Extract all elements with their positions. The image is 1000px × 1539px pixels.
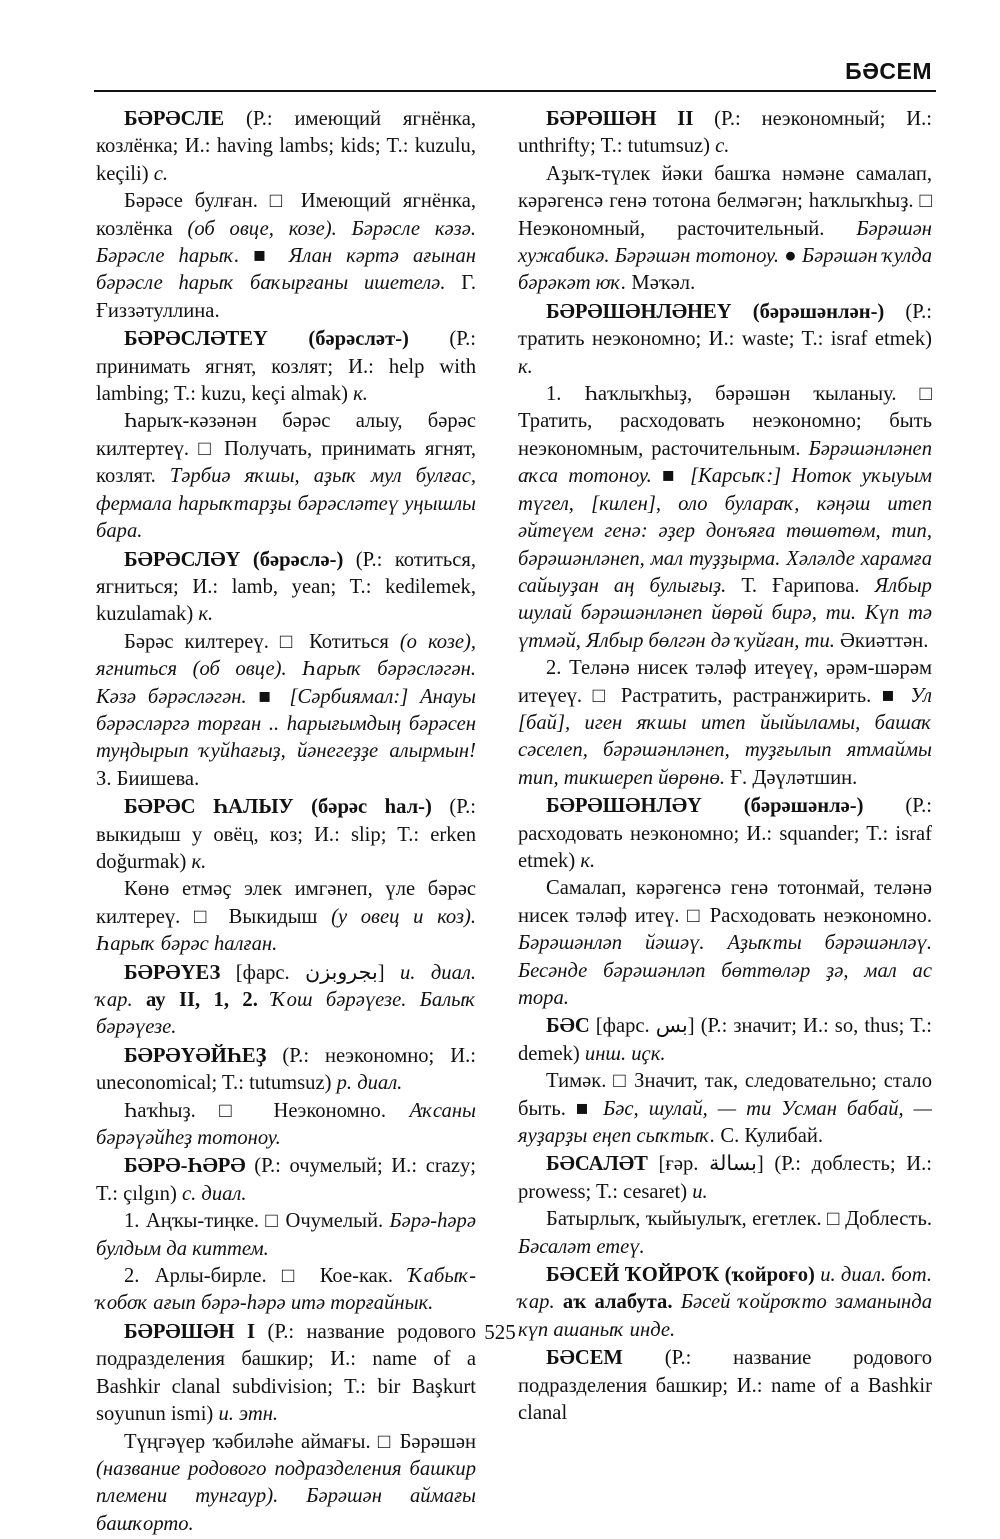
- sense-example: Бәрә-һәрә булдым да киттем.: [96, 1210, 476, 1260]
- entry-headword: БӘРӘСЛӘҮ (бәрәслә-): [124, 548, 344, 571]
- entry-headword: БӘСЕМ: [546, 1347, 623, 1370]
- sense-example: Бәрәшәнләп йәшәү. Аҙыҡты бәрәшәнләү. Бесәнде бәрәшәнләп бөттөләр ҙә, мал ас тора.: [518, 932, 932, 1009]
- dictionary-entry: [96, 960, 476, 1042]
- entry-part-of-speech: р. диал.: [336, 1072, 403, 1095]
- entry-part-of-speech: к.: [198, 603, 214, 626]
- entry-part-of-speech: к.: [353, 383, 368, 406]
- dictionary-entry: [96, 106, 476, 325]
- entry-headword: БӘРӘШӘНЛӘНЕҮ (бәрәшәнлән-): [546, 300, 885, 323]
- entry-part-of-speech: к.: [518, 355, 533, 378]
- sense-source: Г. Ғиззәтуллина.: [96, 272, 476, 322]
- sense-example: Аҡсаны бәрәүәйһеҙ тотоноу.: [96, 1099, 476, 1150]
- entry-sense: [96, 1429, 476, 1539]
- sense-source: С. Кулибай.: [715, 1125, 824, 1148]
- sense-example: Ялбыр шулай бәрәшәнләнеп йөрөй бирә, ти. Күп тә үтмәй, Ялбыр бөлгән дә ҡуйған, ти.: [518, 574, 932, 652]
- entry-sense: [96, 408, 476, 545]
- entry-sense: [96, 876, 476, 958]
- entry-part-of-speech: с.: [715, 135, 730, 158]
- sense-text: Батырлыҡ, ҡыйыулыҡ, егетлек. □ Доблесть.: [546, 1208, 932, 1231]
- entry-headword: БӘРӘС ҺАЛЫУ (бәрәс һал-): [124, 796, 432, 819]
- entry-cross-reference: ау II, 1, 2.: [132, 989, 258, 1011]
- entry-gloss: [фарс. بجروبزن]: [220, 961, 400, 984]
- entry-headword: БӘРӘСЛӘТЕҮ (бәрәсләт-): [124, 328, 409, 351]
- dictionary-entry: [96, 1153, 476, 1317]
- entry-sense: [518, 381, 932, 655]
- sense-text: Бәрәсе булған. □ Имеющий ягнёнка, козлёнка: [96, 190, 476, 240]
- entry-part-of-speech: к.: [191, 850, 207, 873]
- entry-headword: БӘСАЛӘТ: [546, 1153, 648, 1176]
- sense-text: 2. Теләнә нисек тәләф итеүеү, әрәм-шәрәм итеүеү. □ Растратить, растранжирить.: [518, 657, 932, 707]
- entry-gloss: (Р.: котиться, ягниться; И.: lamb, yean; T.: kedilemek, kuzulamak): [96, 548, 476, 626]
- entry-sense: [518, 161, 932, 298]
- entry-sense: [518, 1068, 932, 1150]
- sense-text: Көнө етмәҫ элек имгәнеп, үле бәрәс килтереү. □ Выкидыш: [96, 878, 476, 928]
- entry-gloss: (Р.: расходовать неэкономно; И.: squander; T.: israf etmek): [518, 795, 932, 872]
- dictionary-entry: [96, 1319, 476, 1538]
- entry-sense: [96, 629, 476, 793]
- entry-part-of-speech: и.: [692, 1180, 708, 1203]
- sense-source: Ғ. Дәүләтшин.: [724, 766, 858, 789]
- dictionary-entry: [96, 794, 476, 958]
- sense-example: (о козе), ягниться (об овце). Һарыҡ бәрәсләгән. Кәзә бәрәсләгән. ■ [Сәрбиямал:] Анауы бәрәсләргә торған .. һарығымдың бәрәсен туңдырып ҡуйһағыҙ, йәнегеҙҙе алырмын!: [96, 630, 476, 763]
- sense-text: Түңгәүер ҡәбиләһе аймағы. □ Бәрәшән: [124, 1430, 476, 1453]
- entry-sense: [518, 1206, 932, 1261]
- sense-text: Тимәк. □ Значит, так, следовательно; стало быть.: [518, 1070, 932, 1120]
- entry-part-of-speech: с.: [153, 162, 169, 185]
- entry-part-of-speech: и. этн.: [218, 1403, 279, 1426]
- sense-source: Мәҡәл.: [626, 272, 696, 295]
- sense-text: 1. Һаҡлыҡһыҙ, бәрәшән ҡыланыу. □ Тратить, расходовать неэкономно; быть неэкономным, расточительным.: [518, 383, 932, 460]
- entry-part-of-speech: инш. иҫк.: [584, 1042, 666, 1065]
- entry-part-of-speech: с. диал.: [181, 1182, 247, 1205]
- sense-example: Ҡабыҡ-ҡобоҡ ағып бәрә-һәрә итә торғайнык.: [96, 1265, 476, 1315]
- dictionary-entry: [518, 106, 932, 298]
- entry-gloss: (Р.: название родового подразделения башкир; И.: name of a Bashkir clanal subdivision; T.: bir Başkurt soyunun ismi): [96, 1320, 477, 1426]
- entry-sense: [96, 1208, 476, 1263]
- entry-headword: БӘРӘШӘНЛӘҮ (бәрәшәнлә-): [546, 795, 864, 818]
- sense-source: З. Биишева.: [96, 767, 200, 790]
- sense-source: Әкиәттән.: [834, 629, 929, 652]
- sense-text: Бәрәс килтереү. □ Котиться: [124, 630, 400, 653]
- sense-text: Һаҡһыҙ. □ Неэкономно.: [124, 1099, 410, 1122]
- dictionary-entry: [96, 547, 476, 794]
- dictionary-entry: [518, 299, 932, 792]
- sense-example: (у овец и коз). Һарыҡ бәрәс һалған.: [96, 905, 476, 956]
- entry-gloss: [ғәр. بسالة] (Р.: доблесть; И.: prowess; T.: cesaret): [518, 1153, 933, 1203]
- sense-example: Бәсаләт етеү.: [518, 1235, 645, 1258]
- entry-sense: [96, 1098, 476, 1153]
- entry-gloss: (Р.: принимать ягнят, козлят; И.: help with lambing; T.: kuzu, keçi almak): [96, 328, 476, 406]
- entry-cross-reference: аҡ алабута.: [554, 1291, 673, 1314]
- entry-headword: БӘРӘҮЕЗ: [124, 961, 221, 984]
- entry-headword: БӘСЕЙ ҠОЙРОҠ (ҡойроғо): [546, 1264, 815, 1287]
- sense-example: Бәрәшәнләнеп аҡса тотоноу. ■ [Карсыҡ:] Ноток уҡыуым түгел, [килен], оло булараҡ, кәңәш итеп әйтеүем генә: әҙер донъяға төшөтөм, тип, бәрәшәнләнеп, мал туҙҙырма. Хәләлде харамға сайыуҙан аң булығыҙ.: [518, 437, 932, 597]
- entry-sense: [518, 875, 932, 1012]
- entry-headword: БӘС: [546, 1015, 590, 1038]
- entry-gloss: (Р.: неэкономный; И.: unthrifty; T.: tutumsuz): [518, 108, 933, 158]
- running-head: БӘСЕМ: [845, 58, 932, 84]
- entry-gloss: (Р.: тратить неэкономно; И.: waste; T.: israf etmek): [518, 300, 932, 351]
- entry-sense: [96, 188, 476, 325]
- entry-sense: [96, 1263, 476, 1318]
- dictionary-entry: [518, 1345, 932, 1427]
- dictionary-entry: [518, 1013, 932, 1150]
- sense-text: Һарыҡ-кәзәнән бәрәс алыу, бәрәс килтертеү. □ Получать, принимать ягнят, козлят.: [96, 410, 476, 488]
- dictionary-entry: [96, 1043, 476, 1153]
- entry-part-of-speech: и. диал. бот. ҡар.: [518, 1264, 932, 1314]
- entry-headword: БӘРӘШӘН II: [546, 108, 694, 130]
- dictionary-entry: [518, 1151, 932, 1261]
- sense-text: Аҙыҡ-түлек йәки башҡа нәмәне самалап, кәрәгенсә генә тотона белмәгән; һаҡлыҡһыҙ. □ Неэкономный, расточительный.: [518, 162, 932, 240]
- entry-gloss: (Р.: очумелый; И.: crazy; T.: çılgın): [96, 1155, 476, 1205]
- header-rule: [94, 90, 936, 92]
- sense-source: Т. Ғарипова.: [726, 574, 875, 597]
- entry-headword: БӘРӘ-ҺӘРӘ: [124, 1155, 246, 1178]
- sense-example: Ҡош бәрәүезе. Балыҡ бәрәүезе.: [96, 989, 476, 1039]
- entry-gloss: (Р.: неэкономно; И.: uneconomical; T.: tutumsuz): [96, 1044, 476, 1095]
- entry-sense: [518, 655, 932, 792]
- page-number: 525: [484, 1320, 516, 1344]
- sense-text: 2. Арлы-бирле. □ Кое-как.: [124, 1265, 409, 1288]
- sense-example: Тәрбиә яҡшы, аҙыҡ мул булғас, фермала һарыҡтарҙы бәрәсләтеү уңышлы бара.: [96, 465, 477, 543]
- entry-gloss: [фарс. بس] (Р.: значит; И.: so, thus; T.: demek): [518, 1015, 932, 1065]
- entry-headword: БӘРӘСЛЕ: [124, 108, 225, 130]
- sense-example: ■ Бәс, шулай, — ти Усман бабай, — яуҙарҙы еңеп сыҡтыҡ.: [518, 1097, 932, 1148]
- entry-gloss: (Р.: выкидыш у овёц, коз; И.: slip; T.: erken doğurmak): [96, 796, 476, 873]
- sense-text: 1. Аңҡы-тиңке. □ Очумелый.: [124, 1210, 390, 1233]
- entry-headword: БӘРӘҮӘЙҺЕҘ: [124, 1044, 267, 1067]
- entry-gloss: (Р.: имеющий ягнёнка, козлёнка; И.: having lambs; kids; T.: kuzulu, keçili): [96, 108, 476, 185]
- dictionary-entry: [518, 793, 932, 1012]
- dictionary-entry: [96, 326, 476, 545]
- sense-text: Самалап, кәрәгенсә генә тотонмай, теләнә нисек тәләф итеү. □ Расходовать неэкономно.: [518, 877, 932, 927]
- sense-example: ■ Ул [бай], иген яҡшы итеп йыйыламы, башаҡ сәселеп, бәрәшәнләнеп, туҙғылып ятмаймы тип, тикшереп йөрөнө.: [518, 684, 933, 789]
- sense-example: Бәсей ҡойроҡто заманында күп ашаныҡ инде.: [518, 1291, 932, 1341]
- sense-example: (название родового подразделения башкир племени тунгаур). Бәрәшән аймағы башҡорто.: [96, 1457, 476, 1535]
- entry-headword: БӘРӘШӘН I: [124, 1320, 255, 1343]
- sense-example: Бәрәшән хужабикә. Бәрәшән тотоноу. ● Бәрәшән ҡулда бәрәкәт юҡ.: [518, 217, 932, 295]
- right-column: [518, 106, 932, 1429]
- entry-gloss: (Р.: название родового подразделения башкир; И.: name of a Bashkir clanal: [518, 1347, 932, 1425]
- sense-example: (об овце, козе). Бәрәсле кәзә. Бәрәсле һарыҡ. ■ Ялан кәртә ағынан бәрәсле һарыҡ баҡырғаны ишетелә.: [96, 217, 476, 295]
- entry-part-of-speech: и. диал. ҡар.: [96, 961, 476, 1011]
- entry-part-of-speech: к.: [580, 849, 596, 872]
